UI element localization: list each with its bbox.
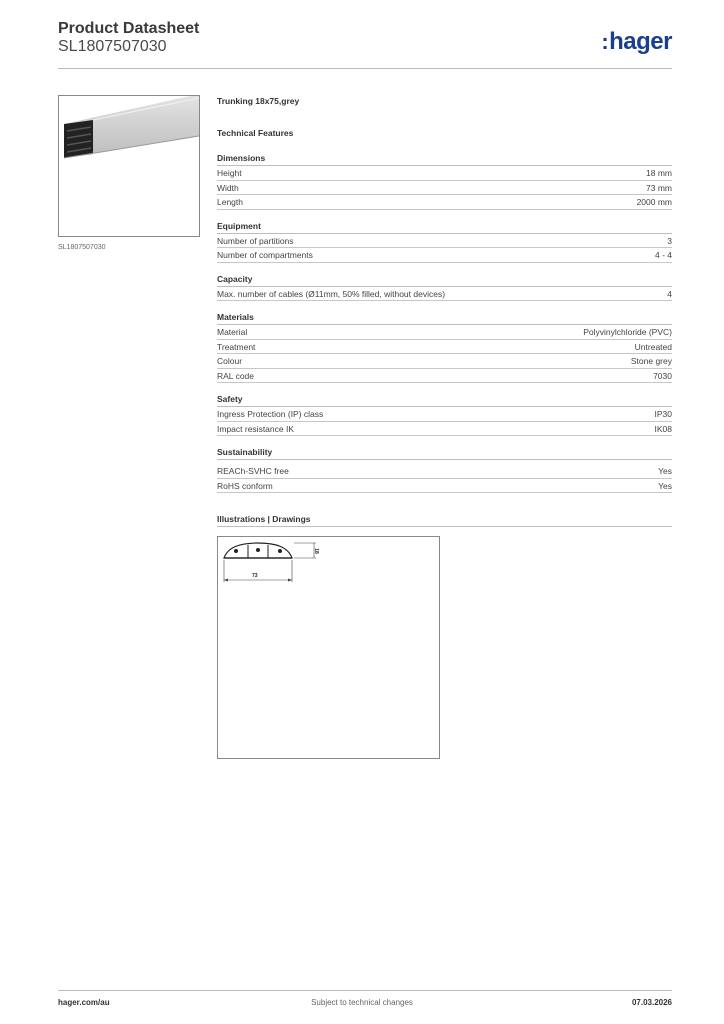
spec-label: Max. number of cables (Ø11mm, 50% filled, without devices) (217, 288, 446, 299)
spec-value: Untreated (634, 341, 672, 352)
spec-value: Polyvinylchloride (PVC) (583, 327, 672, 337)
spec-row (217, 422, 672, 437)
footer-website-link[interactable]: hager.com/au (58, 998, 110, 1007)
spec-value: 4 - 4 (654, 250, 672, 260)
datasheet-content (217, 96, 672, 527)
spec-value: IK08 (654, 423, 672, 434)
product-image (58, 95, 200, 237)
spec-label: Height (217, 168, 242, 178)
spec-label: RoHS conform (217, 480, 273, 491)
spec-row (217, 464, 672, 479)
section-title: Safety (217, 393, 672, 407)
spec-row (217, 287, 672, 302)
illustrations-title: Illustrations | Drawings (217, 513, 672, 527)
spec-value: 7030 (653, 370, 672, 381)
spec-label: Material (217, 327, 248, 337)
spec-row (217, 195, 672, 210)
section-safety (217, 393, 672, 436)
spec-row (217, 369, 672, 384)
spec-row (217, 407, 672, 422)
spec-label: Treatment (217, 341, 256, 352)
product-name: Trunking 18x75,grey (217, 96, 300, 106)
section-dimensions (217, 152, 672, 210)
spec-row (217, 181, 672, 196)
section-title: Dimensions (217, 152, 672, 166)
spec-label: Width (217, 182, 239, 193)
spec-value: IP30 (654, 409, 672, 419)
technical-features-title: Technical Features (217, 128, 294, 138)
cross-section-drawing (218, 537, 439, 758)
footer-date: 07.03.2026 (631, 998, 672, 1007)
spec-value: Yes (658, 466, 672, 476)
spec-label: Ingress Protection (IP) class (217, 409, 324, 419)
technical-drawing (217, 536, 440, 759)
spec-row (217, 340, 672, 355)
hager-logo[interactable]: :hager (601, 28, 672, 55)
spec-row (217, 166, 672, 181)
spec-value: 4 (667, 288, 672, 299)
spec-row (217, 248, 672, 263)
width-dimension-label: 73 (252, 573, 258, 579)
section-capacity (217, 273, 672, 302)
spec-label: REACh-SVHC free (217, 466, 289, 476)
trunking-photo (59, 96, 199, 236)
section-materials (217, 311, 672, 383)
section-title: Sustainability (217, 446, 672, 460)
spec-row (217, 325, 672, 340)
spec-row (217, 354, 672, 369)
spec-row (217, 234, 672, 249)
footer-note: Subject to technical changes (311, 998, 413, 1007)
spec-row (217, 479, 672, 494)
image-caption: SL1807507030 (58, 244, 106, 251)
spec-label: Colour (217, 356, 243, 366)
spec-value: Stone grey (630, 356, 672, 366)
section-title: Materials (217, 311, 672, 325)
spec-value: 18 mm (646, 168, 672, 178)
spec-value: Yes (658, 480, 672, 491)
logo-text: hager (609, 28, 672, 55)
height-dimension-label: 18 (312, 548, 319, 554)
footer-divider (58, 990, 672, 991)
spec-label: Number of compartments (217, 250, 313, 260)
spec-value: 73 mm (646, 182, 672, 193)
spec-label: RAL code (217, 370, 255, 381)
header-divider (58, 68, 672, 69)
spec-label: Impact resistance IK (217, 423, 295, 434)
section-title: Capacity (217, 273, 672, 287)
spec-label: Length (217, 197, 243, 207)
spec-label: Number of partitions (217, 235, 294, 246)
spec-value: 2000 mm (636, 197, 672, 207)
spec-value: 3 (667, 235, 672, 246)
product-reference: SL1807507030 (58, 38, 167, 55)
page-title: Product Datasheet (58, 20, 200, 37)
section-title: Equipment (217, 220, 672, 234)
section-sustainability (217, 446, 672, 493)
section-equipment (217, 220, 672, 263)
